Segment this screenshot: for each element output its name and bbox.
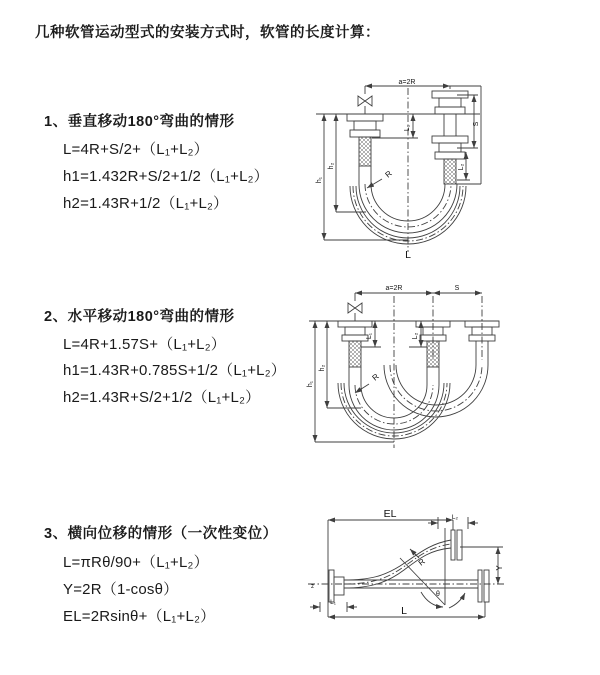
d2-valve-icon <box>348 303 362 313</box>
d3-label-z-mark: z <box>311 584 314 590</box>
d3-label-y: Y <box>495 565 504 571</box>
section-2-formula-h2: h2=1.43R+S/2+1/2（L₁+L₂） <box>63 389 261 406</box>
d1-label-s: S <box>473 121 480 127</box>
d1-label-l1: L₁ <box>404 124 411 132</box>
d2-braided-hose-middle <box>427 341 439 367</box>
d2-label-r: R <box>370 371 381 383</box>
d3-label-r: R <box>416 556 427 568</box>
section-2-heading: 2、水平移动180°弯曲的情形 <box>44 309 235 325</box>
d1-label-a2r: a=2R <box>398 79 416 86</box>
d1-label-h1: h₁ <box>316 176 323 184</box>
d1-valve-icon <box>358 96 372 106</box>
section-3-formula-el: EL=2Rsinθ+（L₁+L₂） <box>63 608 216 625</box>
d2-label-s: S <box>454 285 460 292</box>
section-2-formula-h1: h1=1.43R+0.785S+1/2（L₁+L₂） <box>63 362 286 379</box>
section-3-formula-y: Y=2R（1-cosθ） <box>63 581 179 598</box>
d3-label-l2: L₂ <box>451 514 459 521</box>
d2-label-a2r: a=2R <box>385 285 403 292</box>
section-3-formula-l: L=πRθ/90+（L₁+L₂） <box>63 554 209 571</box>
section-1-formula-l: L=4R+S/2+（L₁+L₂） <box>63 141 209 158</box>
d1-label-l2: L₂ <box>458 163 465 171</box>
d2-label-h2: h₂ <box>319 364 326 372</box>
d2-braided-hose-left <box>349 341 361 367</box>
diagram-horizontal-180-bend <box>303 280 570 465</box>
d3-label-theta: θ <box>436 591 440 598</box>
section-3-heading: 3、横向位移的情形（一次性变位） <box>44 526 278 542</box>
section-2-formula-l: L=4R+1.57S+（L₁+L₂） <box>63 336 226 353</box>
d1-label-l: L <box>405 249 411 261</box>
page-title: 几种软管运动型式的安装方式时，软管的长度计算： <box>35 25 380 41</box>
d3-label-l: L <box>401 605 407 617</box>
section-1-formula-h2: h2=1.43R+1/2（L₁+L₂） <box>63 195 229 212</box>
d1-braided-hose-right <box>444 159 456 184</box>
d2-label-l2: L₂ <box>412 332 419 340</box>
section-1-heading: 1、垂直移动180°弯曲的情形 <box>44 114 235 130</box>
d3-label-l1: L₁ <box>330 599 336 606</box>
d1-braided-hose-left <box>359 137 371 166</box>
d1-label-h2: h₂ <box>328 162 335 170</box>
d1-r-leader <box>367 179 382 188</box>
d2-label-h1: h₁ <box>307 380 314 388</box>
d3-label-el: EL <box>383 508 397 520</box>
d1-label-r: R <box>383 168 394 180</box>
section-1-formula-h1: h1=1.432R+S/2+1/2（L₁+L₂） <box>63 168 269 185</box>
d2-label-l1: L₁ <box>366 332 373 340</box>
diagram-vertical-180-bend <box>308 72 570 277</box>
diagram-lateral-displacement <box>300 500 515 645</box>
